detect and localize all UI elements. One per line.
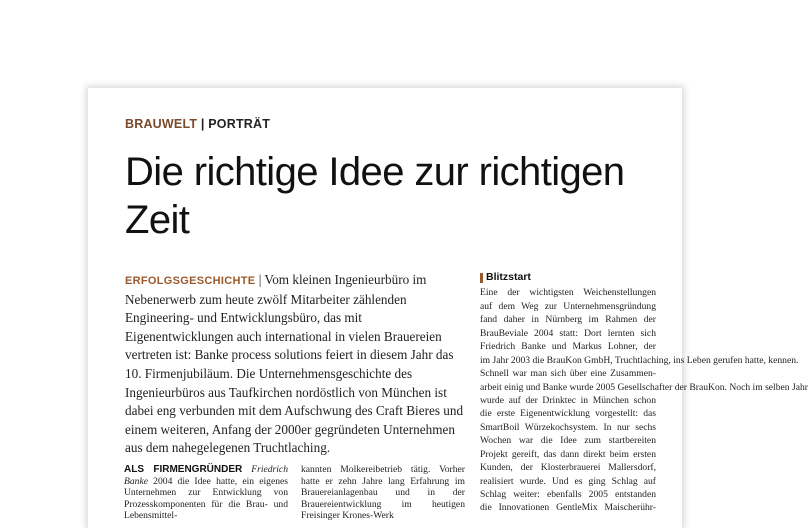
body-column-1-cap: ALS FIRMENGRÜNDER bbox=[124, 464, 243, 475]
sidebar-title-marker bbox=[480, 273, 483, 283]
sidebar-line: SmartBoil Würzekochsystem. In nur sechs bbox=[480, 421, 656, 433]
sidebar-line: die erste Eigenentwicklung vorgestellt: das bbox=[480, 408, 656, 420]
sidebar-line: Wochen war die Idee zum startbereiten bbox=[480, 435, 656, 447]
sidebar-line: fand daher in Nürnberg im Rahmen der bbox=[480, 314, 656, 326]
sidebar-line: die Innovationen GentleMix Maischerühr- bbox=[480, 502, 656, 514]
sidebar-title bbox=[480, 271, 656, 284]
sidebar-line: wurde auf der Drinktec in München schon bbox=[480, 394, 656, 406]
sidebar-line: Kunden, der Klosterbrauerei Mallersdorf, bbox=[480, 462, 656, 474]
sidebar-line: Schlag weiter: ebenfalls 2005 entstanden bbox=[480, 489, 656, 501]
sidebar-line: Projekt gereift, das dann direkt beim ersten bbox=[480, 448, 656, 460]
headline: Die richtige Idee zur richtigen Zeit bbox=[125, 150, 625, 242]
rubric bbox=[125, 117, 270, 131]
magazine-page bbox=[88, 88, 808, 528]
lead-kicker: ERFOLGSGESCHICHTE bbox=[125, 275, 256, 287]
lead-paragraph bbox=[125, 271, 465, 458]
sidebar-line: Schnell war man sich über eine Zusammen- bbox=[480, 368, 656, 380]
body-column-2: kannten Molkereibetrieb tätig. Vorher hatte er zehn Jahre lang Erfahrung im Brauereianlagenbau und in der Brauereientwicklung im heutigen Freisinger Krones-Werk bbox=[301, 464, 465, 522]
sidebar-line: BrauBeviale 2004 statt: Dort lernten sich bbox=[480, 327, 656, 339]
lead-text: Vom kleinen Ingenieurbüro im Nebenerwerb zum heute zwölf Mitarbeiter zählenden Engineering- und Entwicklungsbüro, das mit Eigenentwicklungen auch international in vielen Brauereien vertreten ist: Banke process solutions feiert in diesem Jahr das 10. Firmenjubiläum. Die Unternehmensgeschichte des Ingenieurbüros aus Taufkirchen nordöstlich von München ist dabei eng verbunden mit dem Aufschwung des Craft Bieres und einem weiteren, Anfang der 2000er gegründeten Unternehmen aus dem nahegelegenen Truchtlaching. bbox=[125, 272, 464, 456]
sidebar-box bbox=[480, 271, 808, 515]
sidebar-title-text: Blitzstart bbox=[486, 271, 531, 283]
sidebar-line: Friedrich Banke und Markus Lohner, der bbox=[480, 341, 656, 353]
body-column-1 bbox=[124, 464, 288, 522]
body-column-1-text: 2004 die Idee hatte, ein eigenes Unternehmen zur Entwicklung von Prozesskomponenten für die Brau- und Lebensmittel- bbox=[124, 475, 288, 522]
sidebar-line: auf dem Weg zur Unternehmensgründung bbox=[480, 300, 656, 312]
rubric-brand: BRAUWELT bbox=[125, 117, 198, 131]
sidebar-line: Eine der wichtigsten Weichenstellungen bbox=[480, 287, 656, 299]
lead-separator: | bbox=[258, 272, 262, 287]
sidebar-line: arbeit einig und Banke wurde 2005 Gesellschafter der BrauKon. Noch im selben Jahr bbox=[480, 381, 808, 393]
sidebar-line: realisiert wurde. Und es ging Schlag auf bbox=[480, 475, 656, 487]
rubric-separator: | bbox=[200, 117, 205, 131]
rubric-section: PORTRÄT bbox=[208, 117, 271, 131]
body-column-1-name: Friedrich Banke bbox=[124, 464, 288, 487]
sidebar-line: im Jahr 2003 die BrauKon GmbH, Truchtlaching, ins Leben gerufen hatte, kennen. bbox=[480, 354, 799, 366]
